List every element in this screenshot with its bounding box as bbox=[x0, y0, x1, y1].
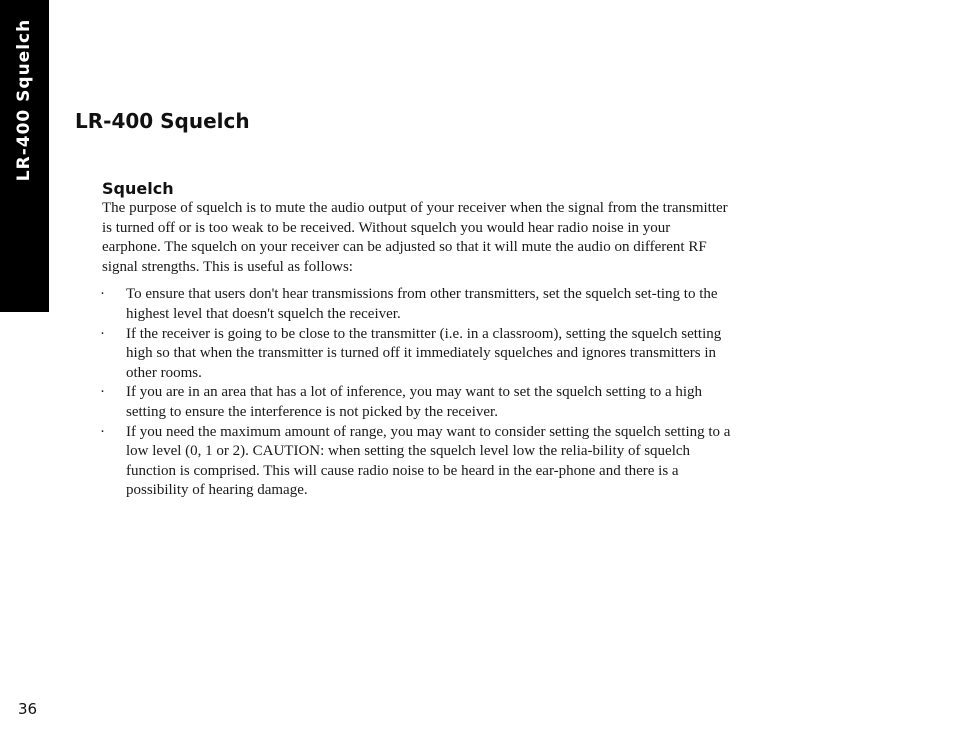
bullet-item bbox=[100, 325, 740, 384]
section-title: Squelch bbox=[102, 179, 174, 198]
bullet-item bbox=[100, 285, 740, 324]
bullet-text: If you are in an area that has a lot of inference, you may want to set the squelch setting to a high setting to ensure the interference is not picked by the receiver. bbox=[126, 384, 703, 420]
squelch-section bbox=[102, 179, 742, 501]
bullet-text: If you need the maximum amount of range, you may want to consider setting the squelch setting to a low level (0, 1 or 2). CAUTION: when setting the squelch level low the relia-bility of squelch function is comprised. This will cause radio noise to be heard in the ear-phone and there is a possibility of hearing damage. bbox=[126, 423, 731, 499]
bullet-text: To ensure that users don't hear transmissions from other transmitters, set the squelch set-ting to the highest level that doesn't squelch the receiver. bbox=[126, 286, 718, 322]
bullet-text: If the receiver is going to be close to the transmitter (i.e. in a classroom), setting the squelch setting high so that when the transmitter is turned off it immediately squelches and ignores transmitters in other rooms. bbox=[126, 325, 722, 381]
intro-paragraph: The purpose of squelch is to mute the audio output of your receiver when the signal from the transmitter is turned off or is too weak to be received. Without squelch you would hear radio noise in your earphone. The squelch on your receiver can be adjusted so that it will mute the audio on different RF signal strengths. This is useful as follows: bbox=[102, 200, 728, 275]
side-tab-label: LR-400 Squelch bbox=[14, 18, 34, 182]
page-title: LR-400 Squelch bbox=[75, 109, 250, 133]
bullet-mark: · bbox=[100, 325, 105, 342]
side-tab bbox=[0, 0, 49, 312]
bullet-mark: · bbox=[100, 423, 105, 440]
page-number: 36 bbox=[18, 700, 38, 718]
bullet-list bbox=[100, 285, 740, 501]
bullet-item bbox=[100, 423, 740, 501]
bullet-item bbox=[100, 383, 740, 422]
bullet-mark: · bbox=[100, 384, 105, 401]
bullet-mark: · bbox=[100, 286, 105, 303]
